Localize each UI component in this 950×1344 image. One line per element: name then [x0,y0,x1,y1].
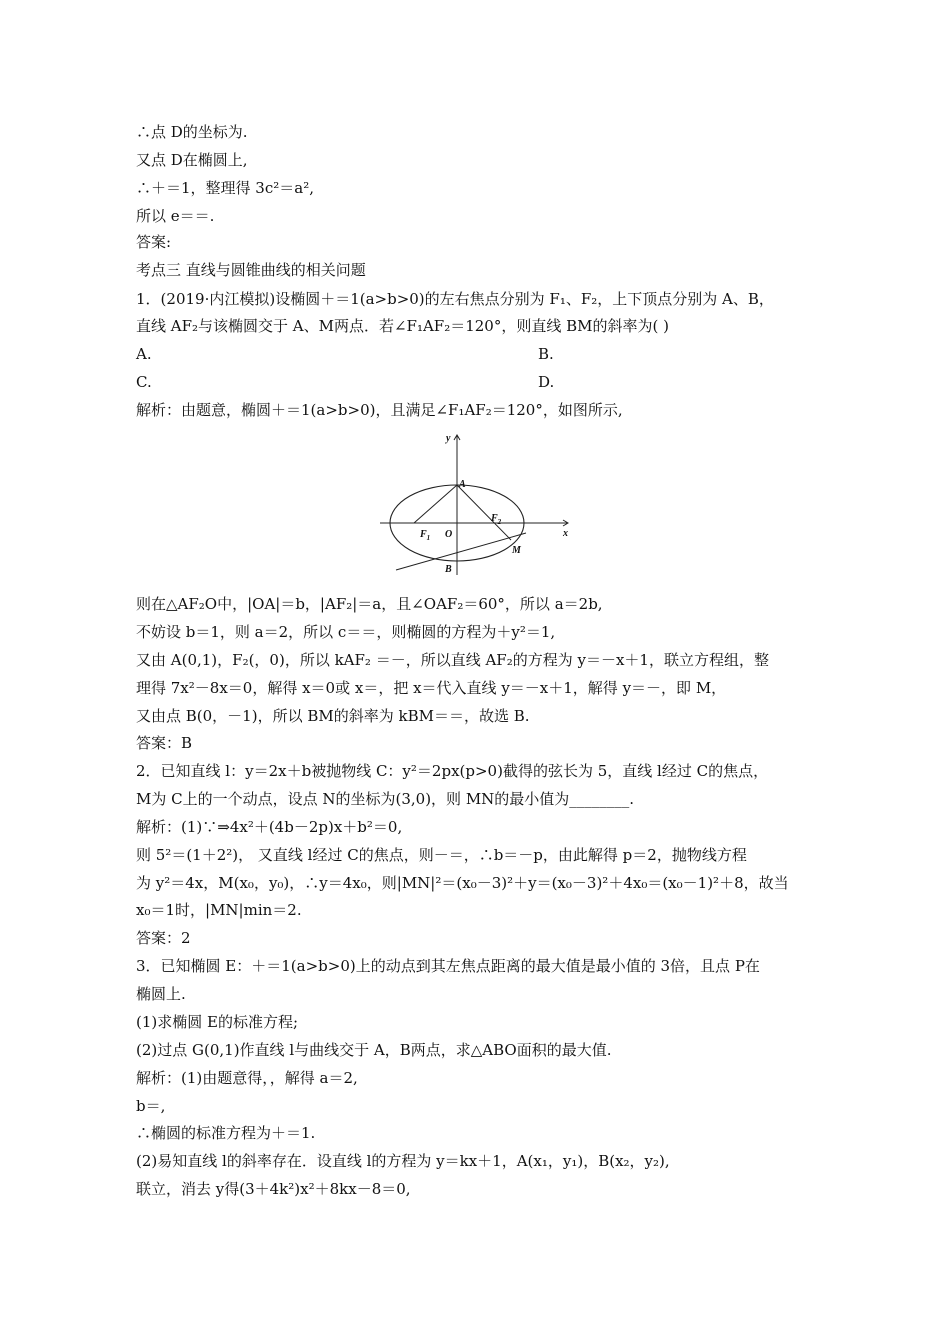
question-3-part-1: (1)求椭圆 E的标准方程; [136,1013,299,1031]
solution-line: ∴椭圆的标准方程为＋＝1. [136,1124,316,1142]
solution-line: 解析：由题意，椭圆＋＝1(a>b>0)，且满足∠F₁AF₂＝120°，如图所示, [136,401,623,419]
answer-label: 答案: [136,233,172,251]
text-line: ∴＋＝1，整理得 3c²＝a², [136,179,314,197]
question-3-part-2: (2)过点 G(0,1)作直线 l与曲线交于 A，B两点，求△ABO面积的最大值. [136,1041,612,1059]
solution-line: 为 y²＝4x，M(x₀，y₀)，∴y＝4x₀，则|MN|²＝(x₀－3)²＋y＝(x₀－3)²＋4x₀＝(x₀－1)²＋8，故当 [136,874,789,892]
question-1-line: 1．(2019·内江模拟)设椭圆＋＝1(a>b>0)的左右焦点分别为 F₁、F₂，上下顶点分别为 A、B， [136,290,774,308]
option-d: D. [538,373,555,391]
line-bm [396,533,526,570]
label-f1: $F_1$ [420,529,431,542]
question-3-line: 椭圆上. [136,985,186,1003]
label-y: y [446,433,451,444]
option-b: B. [538,345,554,363]
text-line: ∴点 D的坐标为. [136,123,248,141]
solution-line: 解析：(1)∵⇒4x²＋(4b－2p)x＋b²＝0, [136,818,403,836]
section-heading: 考点三 直线与圆锥曲线的相关问题 [136,261,366,279]
answer-line: 答案：2 [136,929,191,947]
label-x: x [563,528,568,539]
option-row [136,372,555,392]
solution-line: 则在△AF₂O中，|OA|＝b，|AF₂|＝a，且∠OAF₂＝60°，所以 a＝2b, [136,595,603,613]
solution-line: 则 5²＝(1＋2²)， 又直线 l经过 C的焦点，则－＝，∴b＝－p，由此解得 p＝2，抛物线方程 [136,846,747,864]
question-3-line: 3．已知椭圆 E：＋＝1(a>b>0)上的动点到其左焦点距离的最大值是最小值的 3倍，且点 P在 [136,957,760,975]
solution-line: 理得 7x²－8x＝0，解得 x＝0或 x＝，把 x＝代入直线 y＝－x＋1，解得 y＝－，即 M， [136,679,727,697]
label-a: A [459,479,466,490]
solution-line: b＝, [136,1097,166,1115]
solution-line: 联立，消去 y得(3＋4k²)x²＋8kx－8＝0, [136,1180,411,1198]
solution-line: 又由 A(0,1)，F₂(，0)，所以 kAF₂ ＝－，所以直线 AF₂的方程为 y＝－x＋1，联立方程组，整 [136,651,769,669]
solution-line: 解析：(1)由题意得，，解得 a＝2, [136,1069,358,1087]
question-2-line: M为 C上的一个动点，设点 N的坐标为(3,0)，则 MN的最小值为________. [136,790,635,808]
answer-line: 答案：B [136,734,193,752]
solution-line: 又由点 B(0，－1)，所以 BM的斜率为 kBM＝＝，故选 B. [136,707,530,725]
label-o: O [445,529,453,540]
question-2-line: 2．已知直线 l：y＝2x＋b被抛物线 C：y²＝2px(p>0)截得的弦长为 5，直线 l经过 C的焦点， [136,762,769,780]
solution-line: 不妨设 b＝1，则 a＝2，所以 c＝＝，则椭圆的方程为＋y²＝1, [136,623,556,641]
option-c: C. [136,373,152,391]
segment-a-m [457,485,511,540]
text-line: 又点 D在椭圆上, [136,151,248,169]
question-1-line: 直线 AF₂与该椭圆交于 A、M两点．若∠F₁AF₂＝120°，则直线 BM的斜率为( ) [136,317,669,335]
label-f2: $F_2$ [491,513,502,526]
solution-line: (2)易知直线 l的斜率存在．设直线 l的方程为 y＝kx＋1，A(x₁，y₁)，B(x₂，y₂), [136,1152,670,1170]
label-b: B [445,564,452,575]
label-m: M [512,545,521,556]
solution-line: x₀＝1时，|MN|min＝2. [136,901,302,919]
option-a: A. [136,345,152,363]
ellipse-figure [376,425,572,581]
ellipse-diagram [376,425,572,581]
text-line: 所以 e＝＝. [136,207,215,225]
option-row [136,344,554,364]
